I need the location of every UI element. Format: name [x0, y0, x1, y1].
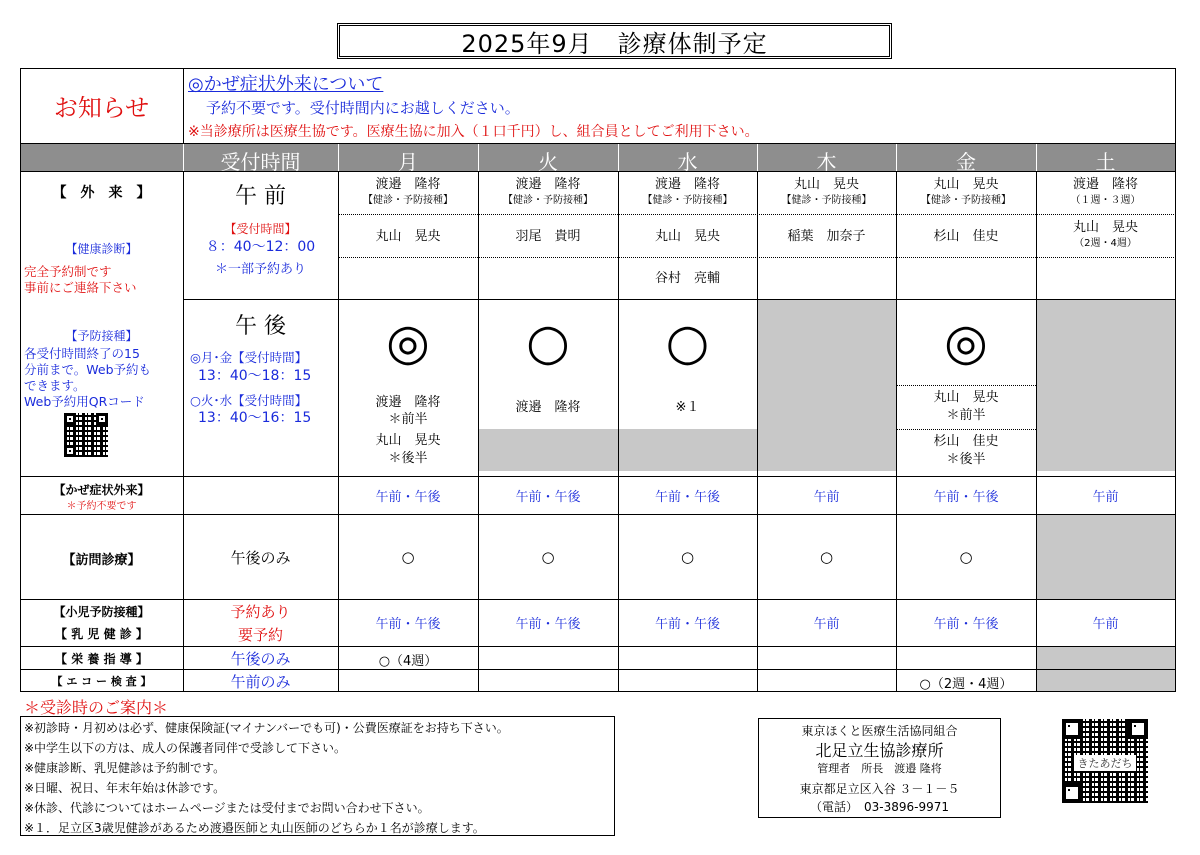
visit-fri: ○ [959, 548, 973, 566]
outpatient-label: 【 外 来 】 [52, 185, 151, 201]
mon-pm-doctor1-sub: ＊前半 [388, 412, 428, 427]
clinic-phone: （電話） 03-3896-9971 [809, 800, 949, 814]
child-label1: 【小児予防接種】 [53, 605, 150, 619]
mon-am-doctor1: 渡邉 隆将 [375, 177, 441, 192]
child-wed: 午前・午後 [654, 617, 720, 632]
afternoon-label: 午 後 [235, 314, 286, 339]
visit-reception: 午後のみ [230, 549, 291, 567]
cold-mon: 午前・午後 [375, 490, 441, 505]
cold-fri: 午前・午後 [933, 490, 999, 505]
cold-thu: 午前 [813, 490, 840, 505]
header-tue: 火 [538, 150, 558, 174]
header-sat: 土 [1095, 150, 1116, 174]
notice-line1: 予約不要です。受付時間内にお越しください。 [206, 99, 520, 117]
fri-pm-doctor1: 丸山 晃央 [933, 390, 999, 405]
notice-heading: ◎かぜ症状外来について [188, 74, 384, 95]
sat-am-doctor1: 渡邉 隆将 [1072, 177, 1138, 192]
sat-am-doctor2-sub: （2週・4週） [1074, 238, 1137, 249]
child-sat: 午前 [1092, 617, 1119, 632]
header-reception: 受付時間 [220, 150, 301, 174]
visit-mon: ○ [401, 548, 415, 566]
wed-am-doctor3: 谷村 亮輔 [654, 271, 720, 286]
morning-time: ８：40～12：00 [205, 239, 316, 255]
wed-am-doctor2: 丸山 晃央 [654, 229, 720, 244]
mon-am-doctor2: 丸山 晃央 [375, 229, 441, 244]
fri-pm-doctor2-sub: ＊後半 [946, 452, 986, 467]
cold-label: 【かぜ症状外来】 [53, 483, 150, 497]
child-label2: 【 乳 児 健 診 】 [55, 627, 148, 641]
wed-pm-doctor: ※１ [675, 400, 700, 415]
afternoon-line4: 13：40～16：15 [198, 410, 312, 426]
visit-thu: ○ [819, 548, 834, 566]
clinic-address: 東京都足立区入谷 ３－１－５ [799, 782, 960, 796]
mon-pm-doctor2: 丸山 晃央 [375, 433, 441, 448]
header-fri: 金 [956, 150, 976, 174]
guide-item-3: ※健康診断、乳児健診は予約制です。 [24, 761, 226, 775]
afternoon-line3: ○火･水【受付時間】 [190, 393, 308, 408]
clinic-manager: 管理者 所長 渡邉 隆将 [817, 762, 942, 775]
mon-pm-doctor2-sub: ＊後半 [388, 451, 428, 466]
echo-fri: ○（2週・4週） [919, 677, 1013, 692]
wed-am-doctor1: 渡邉 隆将 [654, 177, 720, 192]
clinic-org: 東京ほくと医療生活協同組合 [801, 724, 958, 738]
tue-am-doctor2: 羽尾 貴明 [515, 229, 581, 244]
echo-label: 【 エ コ ー 検 査 】 [51, 675, 152, 688]
cold-sat: 午前 [1092, 490, 1119, 505]
clinic-name: 北足立生協診療所 [815, 741, 944, 760]
cold-wed: 午前・午後 [654, 490, 720, 505]
afternoon-line2: 13：40～18：15 [198, 368, 312, 384]
mon-pm-doctor1: 渡邉 隆将 [375, 395, 441, 410]
child-reception2: 要予約 [237, 626, 283, 644]
nutrition-mon: ○（4週） [378, 654, 438, 669]
guide-item-2: ※中学生以下の方は、成人の保護者同伴で受診して下さい。 [24, 741, 347, 755]
morning-label: 午 前 [235, 184, 286, 209]
vaccine-line1: 各受付時間終了の15 [24, 346, 140, 361]
child-reception1: 予約あり [230, 603, 291, 621]
child-thu: 午前 [813, 617, 840, 632]
child-tue: 午前・午後 [515, 617, 581, 632]
vaccine-title: 【予防接種】 [65, 329, 138, 343]
guide-item-6: ※１．足立区3歳児健診があるため渡邉医師と丸山医師のどちらか１名が診療します。 [24, 821, 485, 835]
web-reservation-qr-code[interactable] [64, 413, 108, 457]
notice-label: お知らせ [53, 94, 150, 122]
thu-am-doctor2: 稲葉 加奈子 [787, 229, 866, 244]
tue-am-doctor1-sub: 【健診・予防接種】 [503, 195, 593, 206]
notice-line2: ※当診療所は医療生協です。医療生協に加入（１口千円）し、組合員としてご利用下さい。 [188, 124, 759, 140]
nutrition-label: 【 栄 養 指 導 】 [55, 652, 148, 666]
fri-am-doctor2: 杉山 佳史 [933, 229, 999, 244]
header-thu: 木 [816, 150, 837, 174]
checkup-line1: 完全予約制です [24, 264, 112, 279]
vaccine-line3: できます。 [24, 378, 86, 393]
thu-am-doctor1: 丸山 晃央 [793, 177, 859, 192]
checkup-title: 【健康診断】 [65, 242, 138, 256]
vaccine-line2: 分前まで。Web予約も [24, 362, 152, 377]
tue-pm-doctor: 渡邉 隆将 [515, 400, 581, 415]
cold-sub: ＊予約不要です [66, 501, 137, 512]
sat-afternoon-closed [1036, 299, 1175, 471]
visit-label: 【訪問診療】 [62, 553, 141, 568]
visit-tue: ○ [541, 548, 555, 566]
clinic-qr-caption: きたあだち [1074, 755, 1136, 771]
echo-reception: 午前のみ [230, 673, 291, 691]
cold-tue: 午前・午後 [515, 490, 581, 505]
fri-pm-mark: ◎ [944, 313, 988, 371]
child-fri: 午前・午後 [933, 617, 999, 632]
mon-pm-mark: ◎ [386, 313, 430, 371]
page-title: 2025年9月 診療体制予定 [337, 23, 892, 59]
wed-pm-mark: ○ [665, 313, 710, 371]
mon-am-doctor1-sub: 【健診・予防接種】 [363, 195, 453, 206]
nutrition-reception: 午後のみ [230, 650, 291, 668]
visit-wed: ○ [680, 548, 695, 566]
sat-am-doctor1-sub: （１週・３週） [1070, 195, 1141, 206]
tue-am-doctor1: 渡邉 隆将 [515, 177, 581, 192]
afternoon-line1: ◎月･金【受付時間】 [190, 350, 308, 365]
fri-pm-doctor1-sub: ＊前半 [946, 408, 986, 423]
header-wed: 水 [677, 150, 698, 174]
fri-pm-doctor2: 杉山 佳史 [933, 434, 999, 449]
header-mon: 月 [398, 150, 418, 174]
sat-am-doctor2: 丸山 晃央 [1072, 220, 1138, 235]
vaccine-line4: Web予約用QRコード [24, 394, 145, 409]
thu-afternoon-closed [757, 299, 896, 471]
checkup-line2: 事前にご連絡下さい [24, 280, 137, 295]
fri-am-doctor1-sub: 【健診・予防接種】 [921, 195, 1011, 206]
child-mon: 午前・午後 [375, 617, 441, 632]
guide-item-4: ※日曜、祝日、年末年始は休診です。 [24, 781, 226, 795]
guide-item-5: ※休診、代診についてはホームページまたは受付までお問い合わせ下さい。 [24, 801, 430, 815]
morning-time-title: 【受付時間】 [224, 222, 297, 236]
guide-item-1: ※初診時・月初めは必ず、健康保険証(マイナンバーでも可)・公費医療証をお持ち下さい。 [24, 721, 509, 735]
clinic-qr-code[interactable] [1062, 719, 1148, 803]
morning-note: ＊一部予約あり [214, 262, 306, 277]
wed-am-doctor1-sub: 【健診・予防接種】 [642, 195, 733, 206]
sat-visit-closed [1036, 515, 1175, 599]
tue-pm-mark: ○ [526, 313, 570, 371]
thu-am-doctor1-sub: 【健診・予防接種】 [781, 195, 872, 206]
fri-am-doctor1: 丸山 晃央 [933, 177, 999, 192]
guide-heading: ＊受診時のご案内＊ [24, 698, 169, 717]
